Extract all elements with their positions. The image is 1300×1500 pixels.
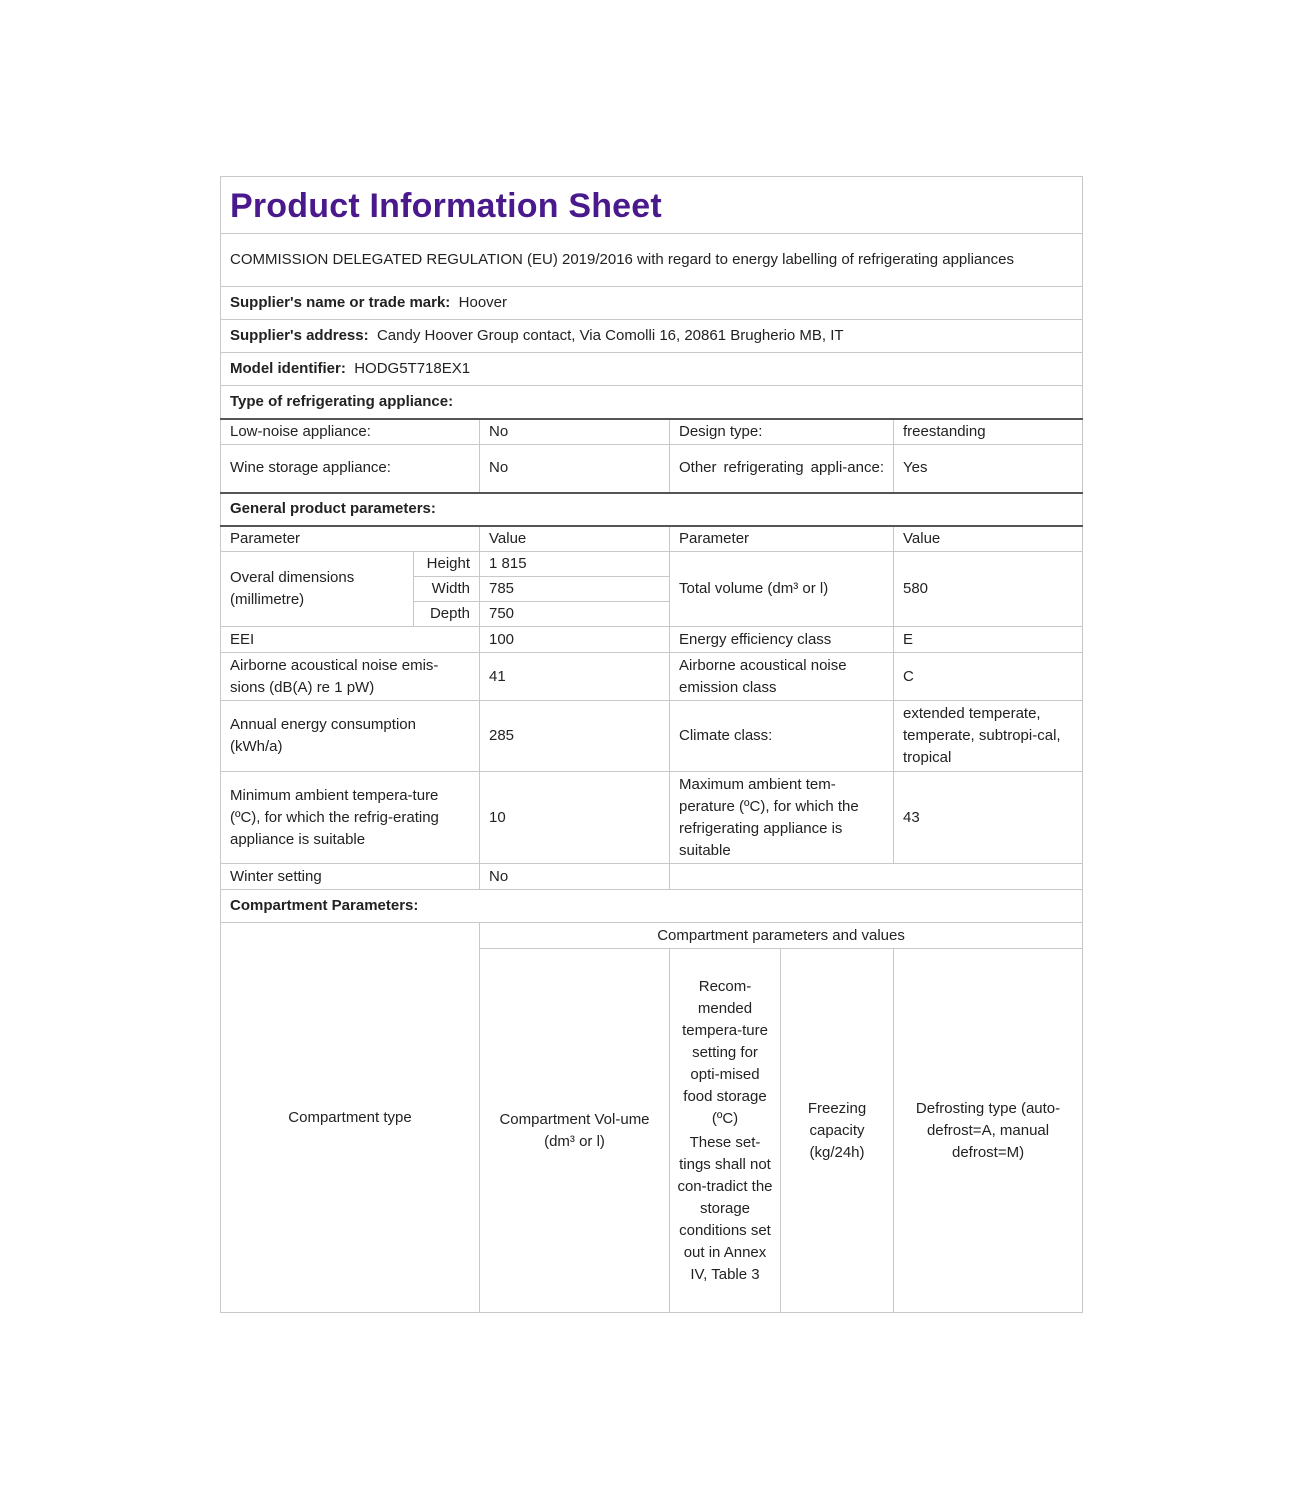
height-value: 1 815 xyxy=(480,552,670,577)
supplier-name-row xyxy=(221,287,1083,320)
compartment-group-header: Compartment parameters and values xyxy=(480,923,1083,949)
eei-value: 100 xyxy=(480,627,670,653)
energy-class-label: Energy efficiency class xyxy=(670,627,894,653)
page-title: Product Information Sheet xyxy=(230,187,662,225)
recommended-temperature-text: Recom-mended tempera-ture setting for opti-mised food storage (ºC) xyxy=(682,977,768,1127)
compartment-section-heading: Compartment Parameters: xyxy=(221,890,1083,923)
supplier-address-row xyxy=(221,320,1083,353)
type-row-1-label2: Other refrigerating appli-ance: xyxy=(670,445,894,493)
general-header-value2: Value xyxy=(894,526,1083,552)
product-information-sheet xyxy=(220,176,1083,1313)
noise-class-value: C xyxy=(894,653,1083,701)
max-ambient-label: Maximum ambient tem-perature (ºC), for which the refrigerating appliance is suitable xyxy=(670,772,894,864)
width-value: 785 xyxy=(480,577,670,602)
supplier-address-value: Candy Hoover Group contact, Via Comolli 16, 20861 Brugherio MB, IT xyxy=(376,327,844,344)
general-header-param2: Parameter xyxy=(670,526,894,552)
supplier-name-label: Supplier's name or trade mark: xyxy=(230,294,451,311)
winter-setting-value: No xyxy=(480,864,670,890)
general-header-param: Parameter xyxy=(221,526,480,552)
type-row-1-value: No xyxy=(480,445,670,493)
model-value: HODG5T718EX1 xyxy=(354,360,471,377)
type-row-1-value2: Yes xyxy=(894,445,1083,493)
total-volume-value: 580 xyxy=(894,552,1083,627)
height-label: Height xyxy=(414,552,480,577)
winter-empty-cell xyxy=(670,864,1083,890)
noise-emissions-value: 41 xyxy=(480,653,670,701)
min-ambient-value: 10 xyxy=(480,772,670,864)
title-cell xyxy=(221,177,1083,234)
width-label: Width xyxy=(414,577,480,602)
general-section-heading: General product parameters: xyxy=(221,493,1083,526)
max-ambient-value: 43 xyxy=(894,772,1083,864)
supplier-name-value: Hoover xyxy=(458,294,508,311)
model-label: Model identifier: xyxy=(230,360,346,377)
type-section-heading: Type of refrigerating appliance: xyxy=(221,386,1083,419)
model-row xyxy=(221,353,1083,386)
noise-class-label: Airborne acoustical noise emission class xyxy=(670,653,894,701)
supplier-address-label: Supplier's address: xyxy=(230,327,369,344)
depth-label: Depth xyxy=(414,602,480,627)
compartment-type-header: Compartment type xyxy=(221,923,480,1313)
noise-emissions-label: Airborne acoustical noise emis-sions (dB(A) re 1 pW) xyxy=(221,653,480,701)
depth-value: 750 xyxy=(480,602,670,627)
type-row-0-value: No xyxy=(480,419,670,445)
eei-label: EEI xyxy=(221,627,480,653)
defrosting-type-header: Defrosting type (auto-defrost=A, manual defrost=M) xyxy=(894,949,1083,1313)
compartment-volume-header: Compartment Vol-ume (dm³ or l) xyxy=(480,949,670,1313)
annual-energy-value: 285 xyxy=(480,701,670,772)
climate-class-label: Climate class: xyxy=(670,701,894,772)
energy-class-value: E xyxy=(894,627,1083,653)
type-row-0-label2: Design type: xyxy=(670,419,894,445)
temperature-note-text: These set-tings shall not con-tradict the storage conditions set out in Annex IV, Table 3 xyxy=(677,1133,773,1283)
climate-class-value: extended temperate, temperate, subtropi-cal, tropical xyxy=(894,701,1083,772)
winter-setting-label: Winter setting xyxy=(221,864,480,890)
recommended-temperature-header xyxy=(670,949,781,1313)
type-row-1-label: Wine storage appliance: xyxy=(221,445,480,493)
regulation-text: COMMISSION DELEGATED REGULATION (EU) 2019/2016 with regard to energy labelling of refrigerating appliances xyxy=(221,234,1083,287)
total-volume-label: Total volume (dm³ or l) xyxy=(670,552,894,627)
min-ambient-label: Minimum ambient tempera-ture (ºC), for which the refrig-erating appliance is suitable xyxy=(221,772,480,864)
type-row-0-label: Low-noise appliance: xyxy=(221,419,480,445)
freezing-capacity-header: Freezing capacity (kg/24h) xyxy=(781,949,894,1313)
general-header-value: Value xyxy=(480,526,670,552)
annual-energy-label: Annual energy consumption (kWh/a) xyxy=(221,701,480,772)
type-row-0-value2: freestanding xyxy=(894,419,1083,445)
dimensions-label: Overal dimensions (millimetre) xyxy=(221,552,414,627)
